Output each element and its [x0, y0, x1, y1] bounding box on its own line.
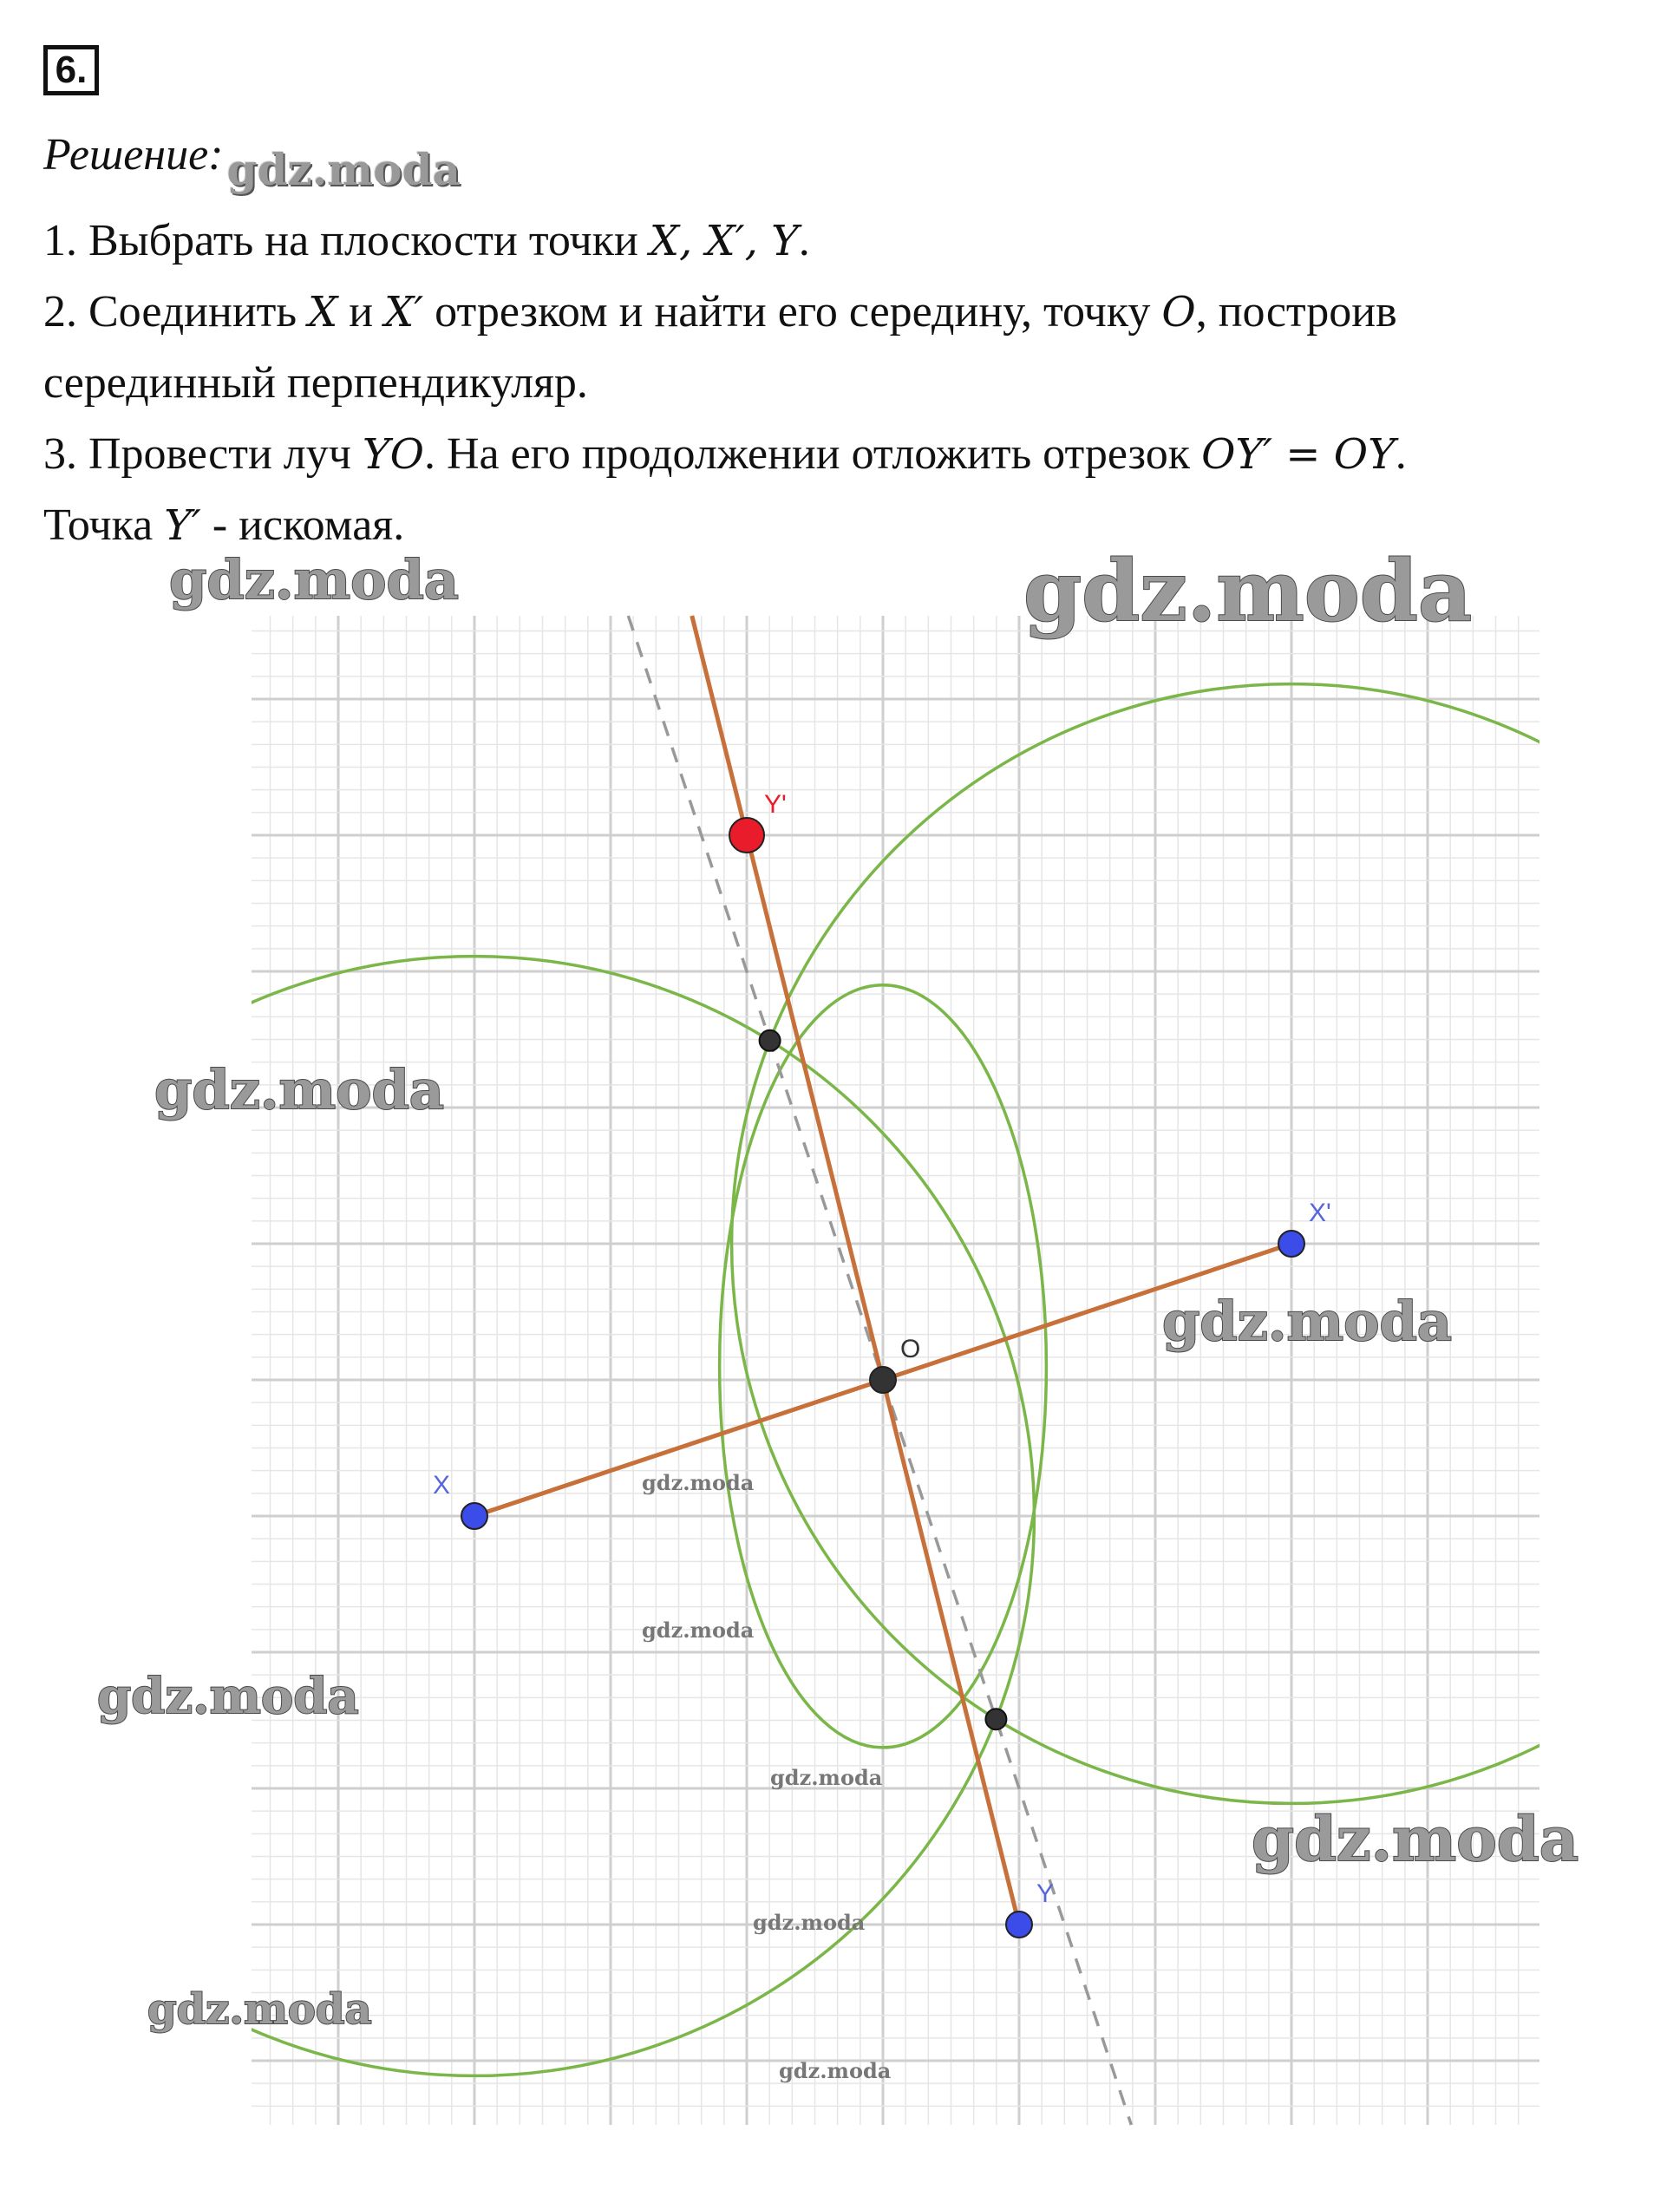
watermark-small: gdz.moda	[753, 1910, 866, 1935]
step-text: 3. Провести луч	[43, 429, 363, 479]
math-expression: X, X′, Y	[649, 217, 799, 265]
intersection-point-bottom	[985, 1709, 1006, 1729]
point-xp	[1278, 1231, 1304, 1257]
grid	[252, 616, 1539, 2125]
step-text: - искомая.	[200, 500, 405, 550]
step-text: отрезком и найти его середину, точку	[423, 287, 1162, 337]
watermark-inline: gdz.moda	[226, 144, 461, 195]
watermark: gdz.moda	[147, 1985, 372, 2034]
point-label-x: X	[433, 1471, 451, 1500]
intersection-point-top	[760, 1030, 781, 1051]
task-number: 6.	[43, 45, 99, 95]
watermark: gdz.moda	[97, 1668, 359, 1725]
math-expression: YO	[362, 430, 424, 479]
step-text: .	[798, 216, 810, 265]
math-expression: O	[1161, 288, 1196, 337]
watermark: gdz.moda	[1162, 1290, 1452, 1353]
point-o	[870, 1367, 896, 1393]
point-label-y: Y	[1036, 1879, 1055, 1908]
step-text: Точка	[43, 500, 165, 550]
point-label-o: O	[900, 1335, 921, 1363]
watermark: gdz.moda	[1252, 1803, 1579, 1875]
watermark: gdz.moda	[154, 1058, 444, 1121]
math-expression: X′	[384, 288, 424, 337]
math-expression: Y′	[164, 501, 201, 550]
point-label-xp: X'	[1309, 1199, 1331, 1227]
solution-label: Решение:	[43, 130, 224, 180]
step-text: , построив серединный перпендикуляр.	[43, 287, 1397, 408]
math-expression: X	[308, 288, 338, 337]
watermark-small: gdz.moda	[779, 2058, 892, 2083]
point-label-yp: Y'	[764, 790, 787, 819]
math-expression: OY′ = OY	[1201, 430, 1396, 479]
step-text: 1. Выбрать на плоскости точки	[43, 216, 650, 265]
watermark-small: gdz.moda	[770, 1765, 883, 1790]
watermark: gdz.moda	[169, 548, 459, 611]
point-yp	[729, 818, 764, 853]
step-text: .	[1395, 429, 1407, 479]
step-text: . На его продолжении отложить отрезок	[423, 429, 1202, 479]
watermark-small: gdz.moda	[642, 1618, 755, 1643]
point-x	[461, 1503, 487, 1529]
watermark: gdz.moda	[1023, 542, 1473, 640]
step-text: 2. Соединить	[43, 287, 309, 337]
point-y	[1006, 1912, 1032, 1938]
step-text: и	[337, 287, 385, 337]
watermark-small: gdz.moda	[642, 1470, 755, 1495]
